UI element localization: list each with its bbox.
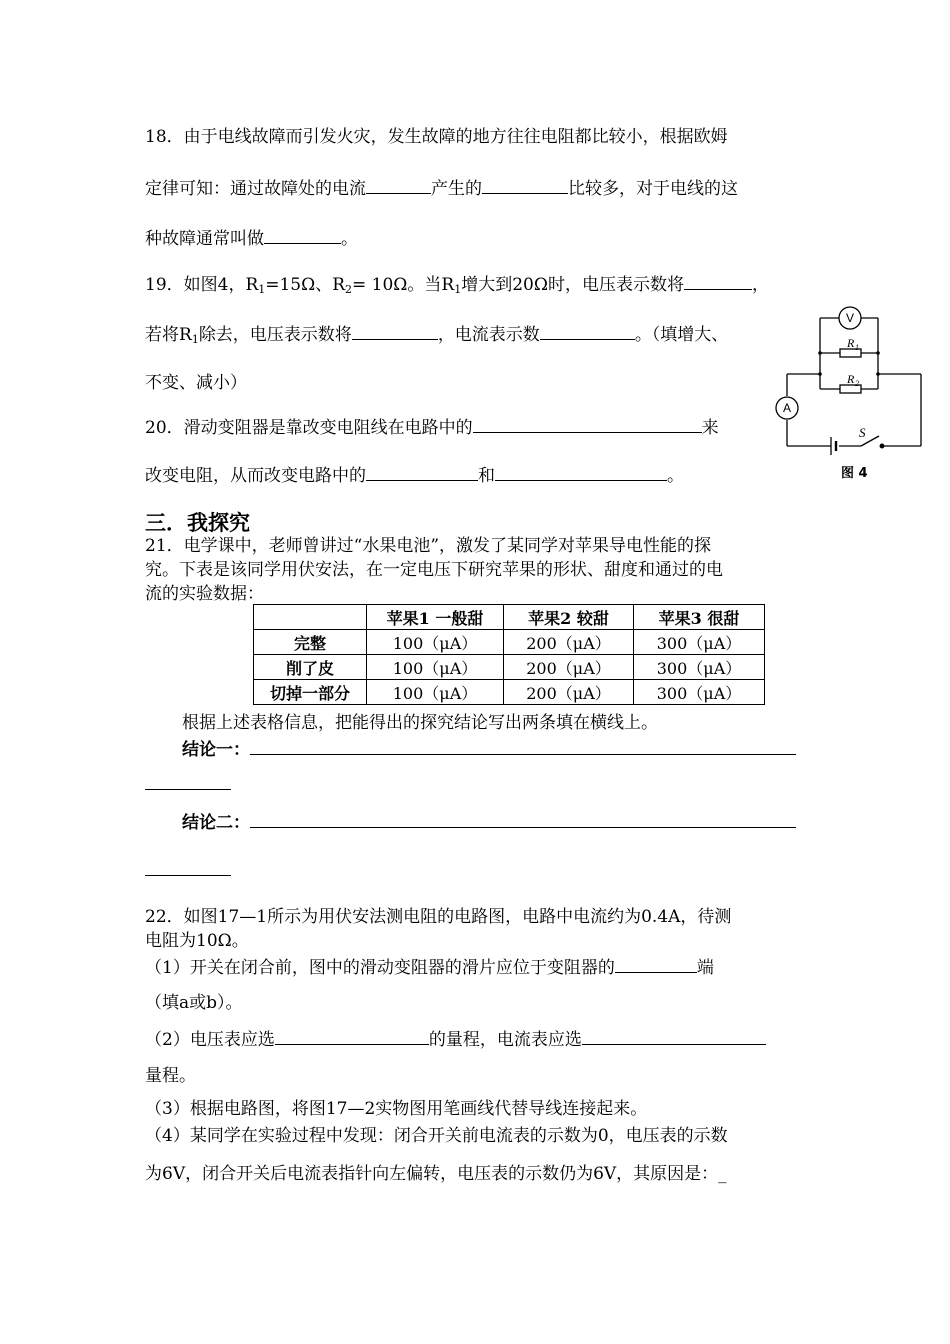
q19-text-1e: ， [751,275,769,295]
q19-text-1c: = 10Ω。当R [352,275,455,295]
q18-blank-current[interactable] [366,176,431,194]
q18-line1 [145,126,728,148]
q21-text-2: 究。下表是该同学用伏安法，在一定电压下研究苹果的形状、甜度和通过的电 [145,560,723,580]
conclusion-2-blank-cont[interactable] [145,858,231,876]
q22-blank-slider-end[interactable] [615,955,697,973]
table-cell: 削了皮 [254,655,367,680]
q20-line1 [145,415,719,439]
table-row [254,680,765,705]
q22-part2-line2 [145,1065,196,1087]
ammeter-label: A [782,401,792,415]
table-cell: 200（μA） [504,630,634,655]
q19-text-2d: 。（填增大、 [634,325,729,345]
q22-text-1: 22．如图17—1所示为用伏安法测电阻的电路图，电路中电流约为0.4A，待测 [145,907,732,927]
conclusion-1-blank[interactable] [250,737,796,755]
q18-blank-fault-name[interactable] [264,226,341,244]
q22-line1 [145,906,731,928]
q22-part4-line1 [145,1125,728,1147]
q19-sub-1: 1 [258,283,266,296]
q21-text-1: 21．电学课中，老师曾讲过“水果电池”，激发了某同学对苹果导电性能的探 [145,536,712,556]
q19-text-2a: 若将R [145,325,192,345]
apple-data-table [253,604,765,705]
table-cell: 100（μA） [367,630,504,655]
section-3-heading: 三．我探究 [145,511,250,535]
q20-blank-length[interactable] [473,415,702,433]
q22-text-p1a: （1）开关在闭合前，图中的滑动变阻器的滑片应位于变阻器的 [145,958,615,978]
q21-conclusion2-cont [145,858,231,882]
r1-label: R [847,336,855,350]
q20-text-2b: 和 [478,466,495,486]
q22-part3 [145,1098,647,1120]
q22-part1-line2 [145,992,243,1014]
switch-label: S [859,425,866,440]
q22-text-p2a: （2）电压表应选 [145,1030,275,1050]
q21-text-3: 流的实验数据： [145,584,264,604]
q22-text-p1b: 端 [696,958,714,978]
q18-text-3b: 。 [341,229,358,249]
table-cell: 300（μA） [634,630,765,655]
table-cell: 完整 [254,630,367,655]
conclusion-2-blank[interactable] [250,810,796,828]
q19-line3 [145,372,247,394]
table-header-cell [254,605,367,630]
q19-text-2b: 除去，电压表示数将 [198,325,352,345]
table-cell: 300（μA） [634,655,765,680]
q22-text-2: 电阻为10Ω。 [145,931,249,951]
table-cell: 300（μA） [634,680,765,705]
q20-text-1b: 来 [701,418,719,438]
q19-text-1b: =15Ω、R [265,275,346,295]
q22-text-p4b: 为6V，闭合开关后电流表指针向左偏转，电压表的示数仍为6V，其原因是：_ [145,1164,727,1184]
table-row [254,655,765,680]
r2-label: R [847,372,855,386]
q20-text-1a: 20．滑动变阻器是靠改变电阻线在电路中的 [145,418,473,438]
q22-text-p1c: （填a或b）。 [145,993,243,1013]
conclusion-1-blank-cont[interactable] [145,772,231,790]
q22-line2 [145,930,249,952]
q18-text-2a: 定律可知：通过故障处的电流 [145,179,366,199]
q21-conclusion2-line [182,810,796,834]
q22-blank-voltmeter-range[interactable] [275,1027,429,1045]
q21-instruction [182,712,658,734]
table-header-cell: 苹果3 很甜 [634,605,765,630]
q18-line3 [145,226,358,250]
table-cell: 切掉一部分 [254,680,367,705]
q19-blank-voltage-change[interactable] [684,272,752,290]
q19-blank-current-removed[interactable] [540,322,635,340]
table-cell: 200（μA） [504,655,634,680]
table-cell: 100（μA） [367,680,504,705]
q20-blank-voltage[interactable] [495,463,667,481]
q22-text-p4a: （4）某同学在实验过程中发现：闭合开关前电流表的示数为0，电压表的示数 [145,1126,728,1146]
q19-text-1a: 19．如图4，R [145,275,259,295]
r1-sub-label: 1 [855,343,859,352]
q19-line2 [145,322,728,346]
q19-sub-2: 2 [345,283,353,296]
q22-part4-line2 [145,1163,727,1185]
conclusion-1-label: 结论一： [182,740,250,760]
q21-instruction-text: 根据上述表格信息，把能得出的探究结论写出两条填在横线上。 [182,713,658,733]
q18-text-2b: 产生的 [431,179,482,199]
q18-line2 [145,176,738,200]
table-header-cell: 苹果1 一般甜 [367,605,504,630]
q21-line2 [145,559,723,581]
q19-text-2c: ，电流表示数 [437,325,540,345]
q19-sub-4: 1 [191,333,199,346]
q18-blank-heat[interactable] [482,176,568,194]
q21-conclusion1-line [182,737,796,761]
q22-text-p2c: 量程。 [145,1066,196,1086]
q18-text-2c: 比较多，对于电线的这 [568,179,738,199]
q19-blank-voltage-removed[interactable] [352,322,438,340]
table-header-cell: 苹果2 较甜 [504,605,634,630]
table-header-row [254,605,765,630]
q21-line1 [145,535,711,557]
r2-sub-label: 2 [855,379,859,388]
q22-text-p3: （3）根据电路图，将图17—2实物图用笔画线代替导线连接起来。 [145,1099,648,1119]
q22-text-p2b: 的量程，电流表应选 [428,1030,582,1050]
figure-4-caption: 图 4 [841,466,868,481]
q22-part1-line1 [145,955,714,979]
q22-part2-line1 [145,1027,766,1051]
q21-conclusion1-cont [145,772,231,796]
conclusion-2-label: 结论二： [182,813,250,833]
q22-blank-ammeter-range[interactable] [582,1027,766,1045]
voltmeter-label: V [845,311,855,325]
q21-line3 [145,583,264,605]
q20-text-2a: 改变电阻，从而改变电路中的 [145,466,366,486]
q20-blank-current[interactable] [366,463,478,481]
q18-text-1: 18．由于电线故障而引发火灾，发生故障的地方往往电阻都比较小，根据欧姆 [145,127,728,147]
table-cell: 100（μA） [367,655,504,680]
table-row [254,630,765,655]
q20-text-2c: 。 [667,466,684,486]
table-cell: 200（μA） [504,680,634,705]
q19-sub-3: 1 [454,283,462,296]
figure-4-circuit [775,303,925,483]
q19-line1 [145,272,769,296]
q20-line2 [145,463,684,487]
q18-text-3a: 种故障通常叫做 [145,229,264,249]
q19-text-3: 不变、减小） [145,373,247,393]
q19-text-1d: 增大到20Ω时，电压表示数将 [461,275,684,295]
